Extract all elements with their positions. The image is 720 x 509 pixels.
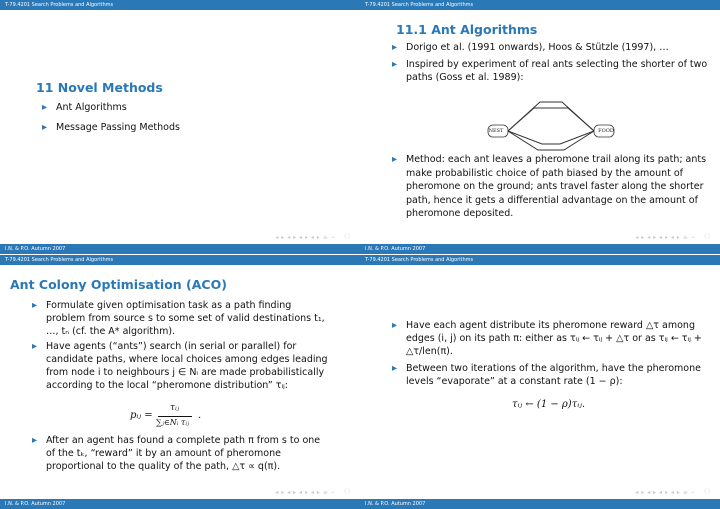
slide-novel-methods [0,0,360,254]
bullet-item: ▸ Have each agent distribute its pheromone reward △τ among edges (i, j) on its path π: either as τᵢⱼ ← τᵢⱼ + △τ or as τᵢⱼ ← τᵢⱼ + △τ/len(π). [392,319,714,358]
bullet-list [392,153,714,227]
ant-path-diagram [480,98,630,154]
evaporation-equation: τᵢⱼ ← (1 − ρ)τᵢⱼ. [512,399,586,410]
slide-title: Ant Colony Optimisation (ACO) [10,277,227,292]
slide-pheromone-update [360,255,720,509]
slide-footer: I.N. & P.O. Autumn 2007 [360,244,720,254]
bullet-list [392,41,710,90]
equation-end: . [198,410,202,421]
bullet-list [392,319,714,394]
bullet-list [32,434,332,479]
bullet-item: ▸ Formulate given optimisation task as a path finding problem from source s to some set of valid destinations t₁, …, tₙ (cf. the A* algorithm). [32,299,332,338]
bullet-item: ▸ Between two iterations of the algorithm, have the pheromone levels “evaporate” at a constant rate (1 − ρ): [392,362,714,388]
slide-header: T-79.4201 Search Problems and Algorithms [0,0,360,10]
equation-numerator: τᵢⱼ [170,403,180,413]
bullet-item: ▸ After an agent has found a complete path π from s to one of the tₖ, “reward” it by an amount of pheromone proportional to the quality of the path, △τ ∝ q(π). [32,434,332,473]
beamer-nav-icons[interactable]: ◂ ▸ ◂ ▸ ◂ ▸ ◂ ▸ ≡ ∽ 〈〉 [275,234,354,241]
equation-denominator: ∑ⱼ∈Nᵢ τᵢⱼ [156,418,190,427]
nest-label: NEST [488,128,504,134]
bullet-item: ▸ Have agents (“ants”) search (in serial or parallel) for candidate paths, where local choices among edges leading from node i to neighbours j ∈ Nᵢ are made probabilistically according to the local “pheromone distribution” τᵢⱼ: [32,340,332,392]
beamer-nav-icons[interactable]: ◂ ▸ ◂ ▸ ◂ ▸ ◂ ▸ ≡ ∽ 〈〉 [635,489,714,496]
bullet-item: ▸ Ant Algorithms [42,101,342,115]
bullet-item: ▸ Method: each ant leaves a pheromone trail along its path; ants make probabilistic choice of path biased by the amount of pheromone on the ground; ants travel faster along the shorter path, hence it gets a differential advantage on the amount of pheromone deposited. [392,153,714,221]
fraction-bar [158,416,192,417]
slide-footer: I.N. & P.O. Autumn 2007 [360,499,720,509]
food-label: FOOD [598,128,614,134]
slide-ant-algorithms [360,0,720,254]
slide-header: T-79.4201 Search Problems and Algorithms [0,255,360,265]
bullet-item: ▸ Inspired by experiment of real ants selecting the shorter of two paths (Goss et al. 1989): [392,58,710,84]
beamer-nav-icons[interactable]: ◂ ▸ ◂ ▸ ◂ ▸ ◂ ▸ ≡ ∽ 〈〉 [635,234,714,241]
slide-title: 11.1 Ant Algorithms [396,22,538,37]
slide-title: 11 Novel Methods [36,80,163,95]
equation-lhs: pᵢⱼ = [130,410,153,421]
slide-header: T-79.4201 Search Problems and Algorithms [360,0,720,10]
slide-header: T-79.4201 Search Problems and Algorithms [360,255,720,265]
slide-footer: I.N. & P.O. Autumn 2007 [0,244,360,254]
bullet-item: ▸ Message Passing Methods [42,121,342,135]
bullet-list [32,299,332,398]
bullet-item: ▸ Dorigo et al. (1991 onwards), Hoos & Stützle (1997), … [392,41,710,54]
slide-footer: I.N. & P.O. Autumn 2007 [0,499,360,509]
slide-aco [0,255,360,509]
beamer-nav-icons[interactable]: ◂ ▸ ◂ ▸ ◂ ▸ ◂ ▸ ≡ ∽ 〈〉 [275,489,354,496]
bullet-list [42,101,342,140]
